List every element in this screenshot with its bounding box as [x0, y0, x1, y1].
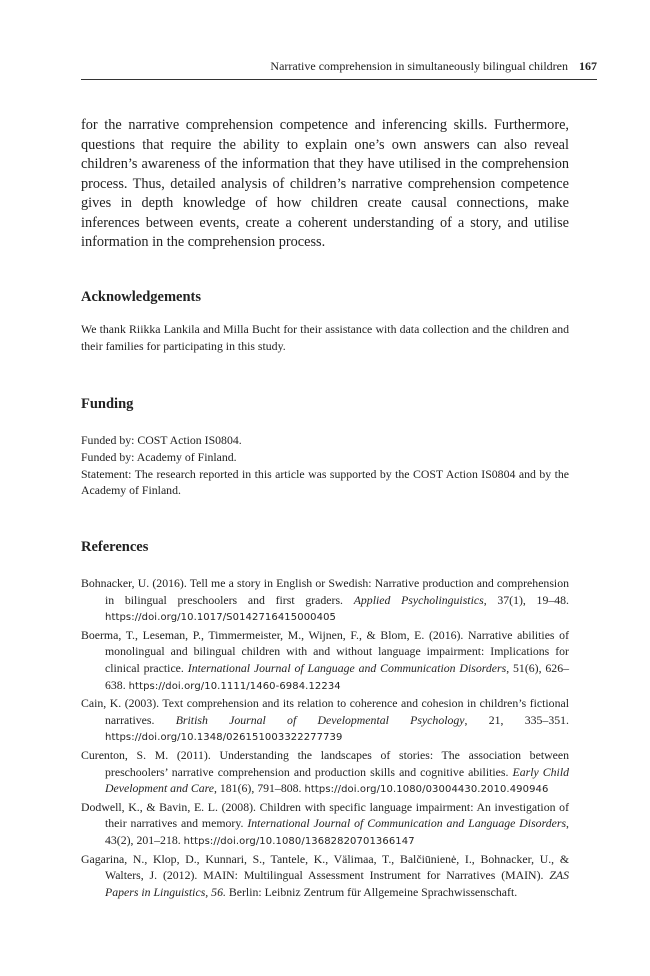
references-heading: References	[81, 539, 149, 555]
doi-link[interactable]: https://doi.org/10.1080/03004430.2010.490946	[304, 784, 549, 796]
reference-list	[81, 575, 569, 900]
doi-link[interactable]: https://doi.org/10.1111/1460-6984.12234	[128, 680, 341, 692]
funding-block	[81, 432, 569, 499]
doi-link[interactable]: https://doi.org/10.1017/S0142716415000405	[105, 612, 337, 624]
acknowledgements-text: We thank Riikka Lankila and Milla Bucht for their assistance with data collection and the children and their families for participating in this study.	[81, 322, 569, 353]
doi-link[interactable]: https://doi.org/10.1080/13682820701366147	[183, 835, 415, 847]
reference-item: Curenton, S. M. (2011). Understanding the landscapes of stories: The association between preschoolers’ narrative comprehension and production skills and cognitive abilities. Early Child Development and Care, 181(6), 791–808. https://doi.org/10.1080/03004430.2010.490946	[81, 747, 569, 796]
body-paragraph: for the narrative comprehension competence and inferencing skills. Furthermore, questions that require the ability to explain one’s own answers can also reveal children’s awareness of the information that they have utilised in the comprehension process. Thus, detailed analysis of children’s narrative comprehension competence gives in depth knowledge of how children create causal connections, make inferences between events, create a coherent understanding of a story, and utilise information in the comprehension process.	[81, 117, 569, 250]
running-title: Narrative comprehension in simultaneously bilingual children	[270, 59, 568, 73]
reference-item: Bohnacker, U. (2016). Tell me a story in English or Swedish: Narrative production and comprehension in bilingual preschoolers and first graders. Applied Psycholinguistics, 37(1), 19–48. https://doi.org/10.1017/S0142716415000405	[81, 576, 569, 624]
doi-link[interactable]: https://doi.org/10.1348/026151003322277739	[105, 732, 343, 744]
acknowledgements-heading: Acknowledgements	[81, 289, 202, 305]
funding-line: Funded by: Academy of Finland.	[81, 449, 237, 464]
reference-item: Cain, K. (2003). Text comprehension and its relation to coherence and cohesion in children’s fictional narratives. British Journal of Developmental Psychology, 21, 335–351. https://doi.org/10.1348/026151003322277739	[81, 696, 569, 744]
reference-item: Boerma, T., Leseman, P., Timmermeister, M., Wijnen, F., & Blom, E. (2016). Narrative abilities of monolingual and bilingual children with and without language impairment: Implications for clinical practice. International Journal of Language and Communication Disorders, 51(6), 626–638. https://doi.org/10.1111/1460-6984.12234	[81, 627, 569, 692]
funding-line: Funded by: COST Action IS0804.	[81, 433, 242, 447]
reference-item: Gagarina, N., Klop, D., Kunnari, S., Tantele, K., Välimaa, T., Balčiūnienė, I., Bohnacker, U., & Walters, J. (2012). MAIN: Multilingual Assessment Instrument for Narratives (MAIN). ZAS Papers in Linguistics, 56. Berlin: Leibniz Zentrum für Allgemeine Sprachwissenschaft.	[81, 851, 569, 899]
funding-statement: Statement: The research reported in this article was supported by the COST Action IS0804 and by the Academy of Finland.	[81, 466, 569, 498]
funding-heading: Funding	[81, 396, 134, 412]
running-head	[81, 58, 597, 80]
reference-item: Dodwell, K., & Bavin, E. L. (2008). Children with specific language impairment: An investigation of their narratives and memory. International Journal of Communication and Language Disorders, 43(2), 201–218. https://doi.org/10.1080/13682820701366147	[81, 799, 569, 847]
page-number: 167	[579, 59, 597, 73]
